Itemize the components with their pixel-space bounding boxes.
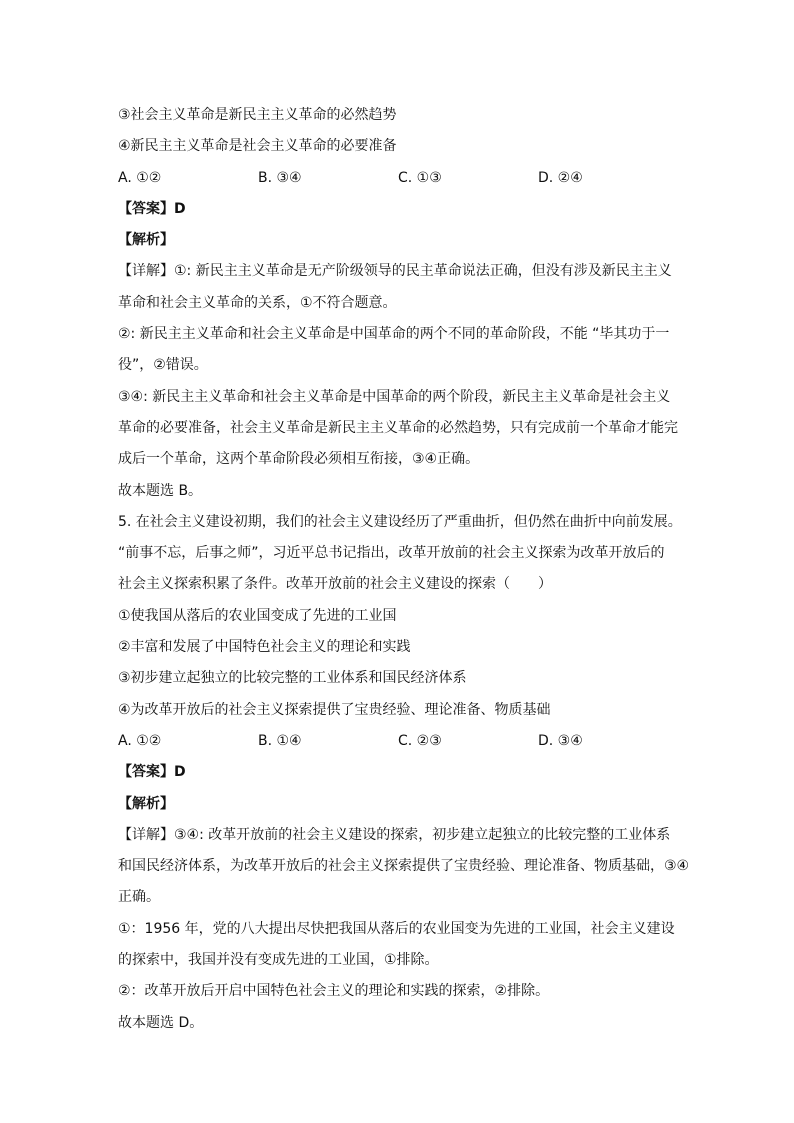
conclusion-line: 故本题选 B。 <box>118 482 203 499</box>
answer-options <box>118 163 678 194</box>
statement-3: ③社会主义革命是新民主主义革命的必然趋势 <box>118 107 397 123</box>
question-stem: 5. 在社会主义建设初期，我们的社会主义建设经历了严重曲折，但仍然在曲折中向前发展。 <box>118 513 682 530</box>
option-c: C. ①③ <box>398 169 442 186</box>
statement-3: ③初步建立起独立的比较完整的工业体系和国民经济体系 <box>118 670 467 687</box>
detail-line: 成后一个革命，这两个革命阶段必须相互衔接，③④正确。 <box>118 451 480 468</box>
detail-line: ③④: 新民主主义革命和社会主义革命是中国革命的两个阶段，新民主主义革命是社会主义 <box>118 388 671 405</box>
question-stem: 社会主义探索积累了条件。改革开放前的社会主义建设的探索（ ） <box>118 576 552 593</box>
question-stem: “前事不忘，后事之师”，习近平总书记指出，改革开放前的社会主义探索为改革开放后的 <box>118 545 665 562</box>
detail-line: ①：1956 年，党的八大提出尽快把我国从落后的农业国变为先进的工业国，社会主义建设 <box>118 920 675 937</box>
detail-line: ②：改革开放后开启中国特色社会主义的理论和实践的探索，②排除。 <box>118 983 550 1000</box>
detail-line: 【详解】③④: 改革开放前的社会主义建设的探索，初步建立起独立的比较完整的工业体系 <box>118 826 671 843</box>
detail-line: 革命和社会主义革命的关系，①不符合题意。 <box>118 294 397 311</box>
option-a: A. ①② <box>118 169 162 186</box>
detail-line: 革命的必要准备，社会主义革命是新民主主义革命的必然趋势，只有完成前一个革命才能完 <box>118 419 678 436</box>
statement-4: ④新民主主义革命是社会主义革命的必要准备 <box>118 138 397 155</box>
option-a: A. ①② <box>118 732 162 749</box>
option-c: C. ②③ <box>398 732 442 749</box>
answer-label: 【答案】D <box>118 764 186 781</box>
answer-options <box>118 726 678 757</box>
document-page <box>118 100 690 1039</box>
detail-line: 正确。 <box>118 889 160 906</box>
statement-4: ④为改革开放后的社会主义探索提供了宝贵经验、理论准备、物质基础 <box>118 701 551 718</box>
answer-label: 【答案】D <box>118 200 186 217</box>
detail-line: 役”，②错误。 <box>118 357 208 374</box>
statement-2: ②丰富和发展了中国特色社会主义的理论和实践 <box>118 639 411 656</box>
detail-line: 的探索中，我国并没有变成先进的工业国，①排除。 <box>118 952 439 969</box>
detail-line: ②: 新民主主义革命和社会主义革命是中国革命的两个不同的革命阶段，不能 “毕其功于一 <box>118 326 670 343</box>
option-b: B. ③④ <box>258 169 302 186</box>
option-d: D. ③④ <box>538 732 583 749</box>
analysis-label: 【解析】 <box>118 232 174 249</box>
option-b: B. ①④ <box>258 732 302 749</box>
option-d: D. ②④ <box>538 169 583 186</box>
detail-line: 和国民经济体系，为改革开放后的社会主义探索提供了宝贵经验、理论准备、物质基础，③④ <box>118 858 690 875</box>
statement-1: ①使我国从落后的农业国变成了先进的工业国 <box>118 607 397 624</box>
detail-line: 【详解】①: 新民主主义革命是无产阶级领导的民主革命说法正确，但没有涉及新民主主义 <box>118 263 672 280</box>
analysis-label: 【解析】 <box>118 795 174 812</box>
conclusion-line: 故本题选 D。 <box>118 1014 204 1031</box>
